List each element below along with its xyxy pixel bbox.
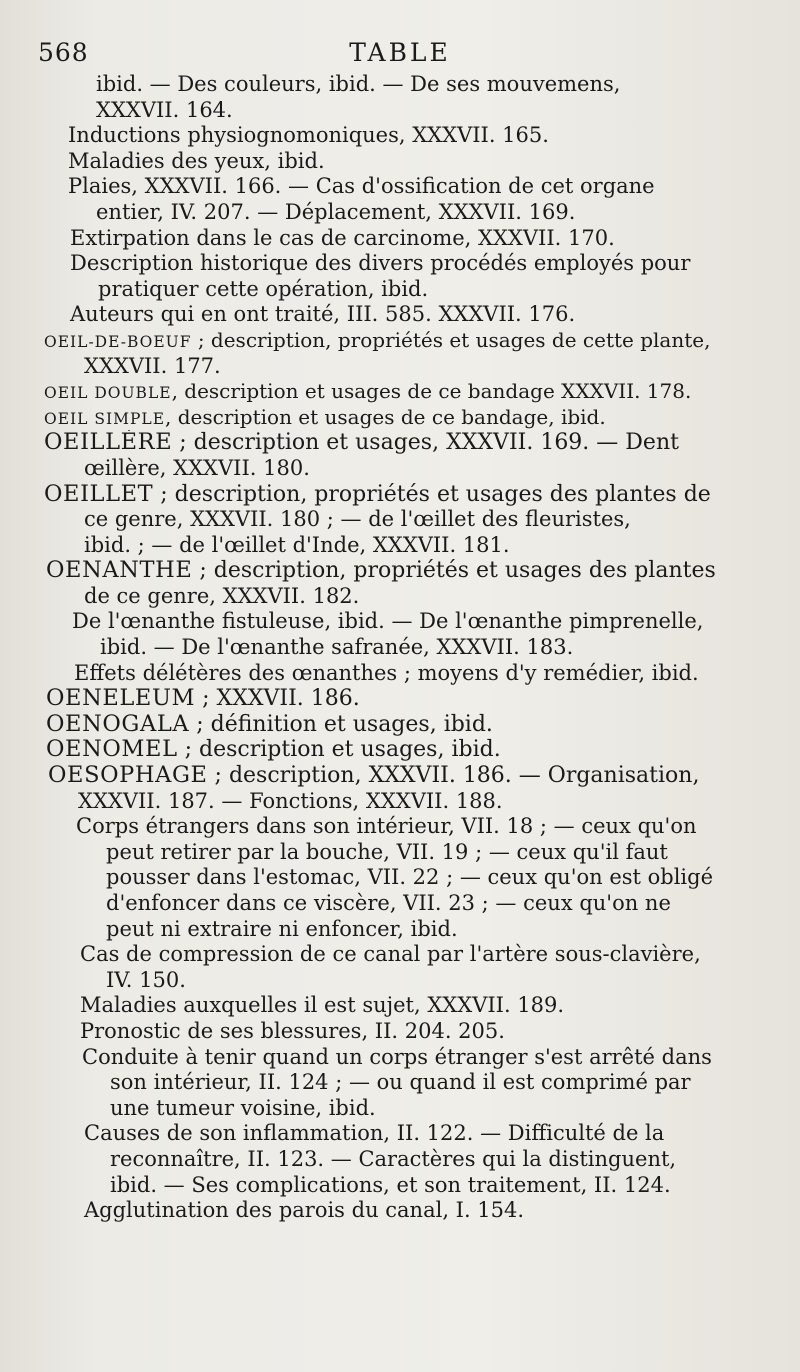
index-line: OENOGALA ; définition et usages, ibid. bbox=[46, 711, 493, 737]
index-line: reconnaître, II. 123. — Caractères qui la distinguent, bbox=[110, 1146, 677, 1171]
index-line: ce genre, XXXVII. 180 ; — de l'œillet des fleuristes, bbox=[84, 507, 631, 532]
index-line: IV. 150. bbox=[106, 967, 186, 992]
index-line: Causes de son inflammation, II. 122. — Difficulté de la bbox=[84, 1121, 665, 1146]
index-line: de ce genre, XXXVII. 182. bbox=[84, 583, 360, 608]
entry-heading: OEILLÈRE bbox=[44, 430, 173, 456]
index-line: ibid. — Ses complications, et son traitement, II. 124. bbox=[110, 1172, 671, 1197]
index-line: OESOPHAGE ; description, XXXVII. 186. — Organisation, bbox=[48, 763, 700, 789]
index-line: ibid. — Des couleurs, ibid. — De ses mouvemens, bbox=[96, 72, 621, 96]
entry-heading: OENELEUM bbox=[46, 686, 196, 712]
index-entries bbox=[40, 72, 760, 1224]
index-line: pratiquer cette opération, ibid. bbox=[98, 276, 429, 301]
index-line: Inductions physiognomoniques, XXXVII. 165. bbox=[68, 123, 549, 148]
entry-heading: OENOMEL bbox=[46, 737, 178, 763]
entry-heading: OENANTHE bbox=[46, 558, 193, 584]
index-line: Corps étrangers dans son intérieur, VII. 18 ; — ceux qu'on bbox=[76, 814, 697, 839]
index-line: Extirpation dans le cas de carcinome, XXXVII. 170. bbox=[70, 225, 615, 250]
entry-heading: OEILLET bbox=[44, 481, 154, 507]
index-line: pousser dans l'estomac, VII. 22 ; — ceux qu'on est obligé bbox=[106, 865, 714, 890]
index-line: entier, IV. 207. — Déplacement, XXXVII. 169. bbox=[96, 199, 576, 224]
page-header bbox=[0, 38, 800, 72]
index-line: œillère, XXXVII. 180. bbox=[84, 455, 310, 480]
index-line: Conduite à tenir quand un corps étranger s'est arrêté dans bbox=[82, 1044, 712, 1069]
index-line: OEIL DOUBLE, description et usages de ce bandage XXXVII. 178. bbox=[44, 379, 692, 404]
index-line: Pronostic de ses blessures, II. 204. 205. bbox=[80, 1018, 505, 1043]
index-line: une tumeur voisine, ibid. bbox=[110, 1095, 376, 1120]
index-line: ibid. ; — de l'œillet d'Inde, XXXVII. 181. bbox=[84, 532, 510, 557]
index-line: d'enfoncer dans ce viscère, VII. 23 ; — ceux qu'on ne bbox=[106, 891, 671, 915]
index-line: XXXVII. 177. bbox=[84, 353, 221, 378]
index-line: Maladies des yeux, ibid. bbox=[68, 148, 325, 173]
index-line: OENELEUM ; XXXVII. 186. bbox=[46, 686, 360, 712]
index-line: OEILLET ; description, propriétés et usages des plantes de bbox=[44, 481, 711, 507]
index-line: Effets délétères des œnanthes ; moyens d'y remédier, ibid. bbox=[74, 660, 699, 685]
index-line: XXXVII. 164. bbox=[96, 97, 233, 122]
index-line: Description historique des divers procédés employés pour bbox=[70, 251, 691, 276]
index-line: Cas de compression de ce canal par l'artère sous-clavière, bbox=[80, 942, 701, 967]
index-line: peut ni extraire ni enfoncer, ibid. bbox=[106, 916, 458, 941]
index-line: Agglutination des parois du canal, I. 154. bbox=[84, 1198, 525, 1223]
entry-heading: OEIL DOUBLE bbox=[44, 384, 172, 403]
running-title: TABLE bbox=[349, 38, 451, 67]
index-line: peut retirer par la bouche, VII. 19 ; — ceux qu'il faut bbox=[106, 839, 668, 864]
index-line: OEIL SIMPLE, description et usages de ce bandage, ibid. bbox=[44, 404, 606, 429]
entry-heading: OENOGALA bbox=[46, 711, 190, 737]
entry-heading: OESOPHAGE bbox=[48, 763, 208, 789]
index-line: OEIL-DE-BOEUF ; description, propriétés et usages de cette plante, bbox=[44, 327, 711, 352]
index-line: ibid. — De l'œnanthe safranée, XXXVII. 183. bbox=[100, 635, 574, 660]
index-line: Auteurs qui en ont traité, III. 585. XXXVII. 176. bbox=[70, 302, 576, 327]
index-line: Plaies, XXXVII. 166. — Cas d'ossification de cet organe bbox=[68, 174, 655, 199]
index-line: OEILLÈRE ; description et usages, XXXVII. 169. — Dent bbox=[44, 430, 679, 456]
page-number: 568 bbox=[38, 38, 89, 67]
index-line: De l'œnanthe fistuleuse, ibid. — De l'œnanthe pimprenelle, bbox=[72, 609, 704, 634]
index-line: OENOMEL ; description et usages, ibid. bbox=[46, 737, 501, 763]
entry-heading: OEIL SIMPLE bbox=[44, 409, 166, 428]
entry-heading: OEIL-DE-BOEUF bbox=[44, 332, 192, 351]
index-line: son intérieur, II. 124 ; — ou quand il est comprimé par bbox=[110, 1070, 691, 1095]
index-line: OENANTHE ; description, propriétés et usages des plantes bbox=[46, 558, 716, 584]
index-line: XXXVII. 187. — Fonctions, XXXVII. 188. bbox=[78, 788, 503, 813]
index-line: Maladies auxquelles il est sujet, XXXVII. 189. bbox=[80, 993, 565, 1018]
